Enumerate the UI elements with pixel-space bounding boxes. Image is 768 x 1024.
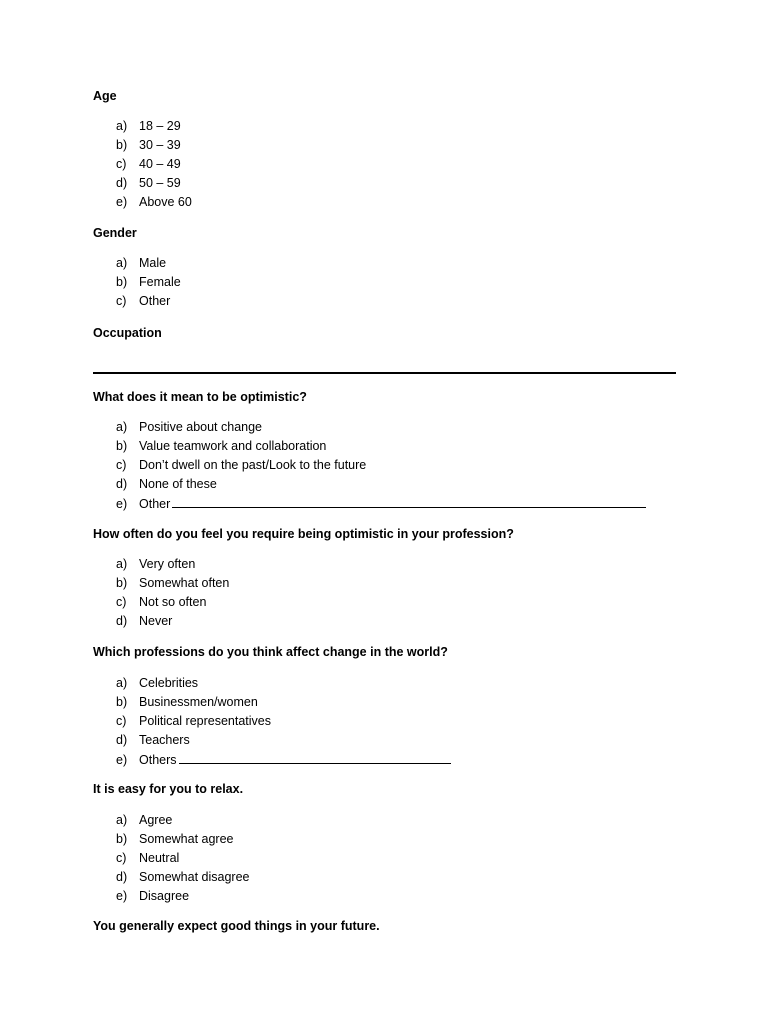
option-letter: e) xyxy=(116,888,128,903)
option-text: Other xyxy=(139,293,171,308)
option-letter: e) xyxy=(116,194,128,209)
option-text: 18 – 29 xyxy=(139,119,181,133)
question-professions: Which professions do you think affect change in the world? xyxy=(93,645,448,659)
option-letter: b) xyxy=(116,274,128,289)
option-letter: e) xyxy=(116,752,128,767)
option-text: Not so often xyxy=(139,594,207,609)
options-age xyxy=(116,117,192,211)
question-occupation: Occupation xyxy=(93,326,162,340)
occupation-answer-line xyxy=(93,372,676,374)
option-relax-b xyxy=(116,830,249,849)
option-meaning-c xyxy=(116,456,646,475)
option-text: Never xyxy=(139,613,173,628)
option-letter: c) xyxy=(116,594,127,609)
option-profession-c xyxy=(116,712,451,731)
option-text: None of these xyxy=(139,476,217,491)
question-age: Age xyxy=(93,89,117,103)
option-age-e xyxy=(116,193,192,212)
option-age-a xyxy=(116,117,192,136)
option-letter: c) xyxy=(116,850,127,865)
option-text: 40 – 49 xyxy=(139,156,181,171)
option-text: Somewhat agree xyxy=(139,831,234,846)
option-profession-a xyxy=(116,674,451,693)
option-letter: b) xyxy=(116,694,128,709)
option-letter: a) xyxy=(116,676,128,690)
option-age-d xyxy=(116,174,192,193)
option-gender-a xyxy=(116,254,181,273)
option-meaning-e xyxy=(116,494,646,513)
other-answer-blank xyxy=(172,494,646,508)
option-relax-e xyxy=(116,887,249,906)
question-optimistic-meaning: What does it mean to be optimistic? xyxy=(93,390,307,404)
option-meaning-d xyxy=(116,475,646,494)
option-meaning-b xyxy=(116,437,646,456)
option-meaning-a xyxy=(116,418,646,437)
option-letter: d) xyxy=(116,175,128,190)
option-gender-b xyxy=(116,273,181,292)
option-text: Disagree xyxy=(139,888,190,903)
option-often-c xyxy=(116,593,229,612)
others-answer-blank xyxy=(179,750,451,764)
option-letter: c) xyxy=(116,457,127,472)
option-letter: a) xyxy=(116,256,128,270)
option-age-b xyxy=(116,136,192,155)
option-text: Value teamwork and collaboration xyxy=(139,438,327,453)
option-letter: c) xyxy=(116,156,127,171)
option-letter: d) xyxy=(116,869,128,884)
options-gender xyxy=(116,254,181,311)
option-letter: a) xyxy=(116,119,128,133)
question-how-often: How often do you feel you require being optimistic in your profession? xyxy=(93,527,514,541)
option-text: Other xyxy=(139,496,171,511)
option-relax-c xyxy=(116,849,249,868)
option-letter: b) xyxy=(116,831,128,846)
option-profession-e xyxy=(116,750,451,769)
option-letter: e) xyxy=(116,496,128,511)
option-letter: c) xyxy=(116,713,127,728)
options-how-often xyxy=(116,555,229,631)
option-text: Celebrities xyxy=(139,676,199,690)
option-often-a xyxy=(116,555,229,574)
option-letter: d) xyxy=(116,732,128,747)
option-often-b xyxy=(116,574,229,593)
option-text: Political representatives xyxy=(139,713,272,728)
option-letter: a) xyxy=(116,813,128,827)
option-age-c xyxy=(116,155,192,174)
option-text: 30 – 39 xyxy=(139,137,181,152)
option-letter: b) xyxy=(116,137,128,152)
question-expect-good-things: You generally expect good things in your future. xyxy=(93,919,380,933)
option-text: Others xyxy=(139,752,177,767)
question-relax: It is easy for you to relax. xyxy=(93,782,244,796)
option-letter: a) xyxy=(116,557,128,571)
option-text: Teachers xyxy=(139,732,190,747)
option-text: Neutral xyxy=(139,850,180,865)
option-text: Businessmen/women xyxy=(139,694,258,709)
option-profession-b xyxy=(116,693,451,712)
option-letter: b) xyxy=(116,438,128,453)
option-text: Positive about change xyxy=(139,420,263,434)
option-letter: d) xyxy=(116,613,128,628)
options-optimistic-meaning xyxy=(116,418,646,512)
option-text: Above 60 xyxy=(139,194,192,209)
option-text: Somewhat often xyxy=(139,575,230,590)
option-profession-d xyxy=(116,731,451,750)
option-text: 50 – 59 xyxy=(139,175,181,190)
option-relax-a xyxy=(116,811,249,830)
question-gender: Gender xyxy=(93,226,137,240)
options-relax xyxy=(116,811,249,905)
option-text: Male xyxy=(139,256,167,270)
option-text: Somewhat disagree xyxy=(139,869,250,884)
option-text: Very often xyxy=(139,557,196,571)
option-text: Don’t dwell on the past/Look to the future xyxy=(139,457,367,472)
option-letter: c) xyxy=(116,293,127,308)
options-professions xyxy=(116,674,451,768)
option-letter: b) xyxy=(116,575,128,590)
option-letter: d) xyxy=(116,476,128,491)
option-relax-d xyxy=(116,868,249,887)
option-text: Female xyxy=(139,274,181,289)
option-often-d xyxy=(116,612,229,631)
option-letter: a) xyxy=(116,420,128,434)
option-text: Agree xyxy=(139,813,173,827)
option-gender-c xyxy=(116,292,181,311)
